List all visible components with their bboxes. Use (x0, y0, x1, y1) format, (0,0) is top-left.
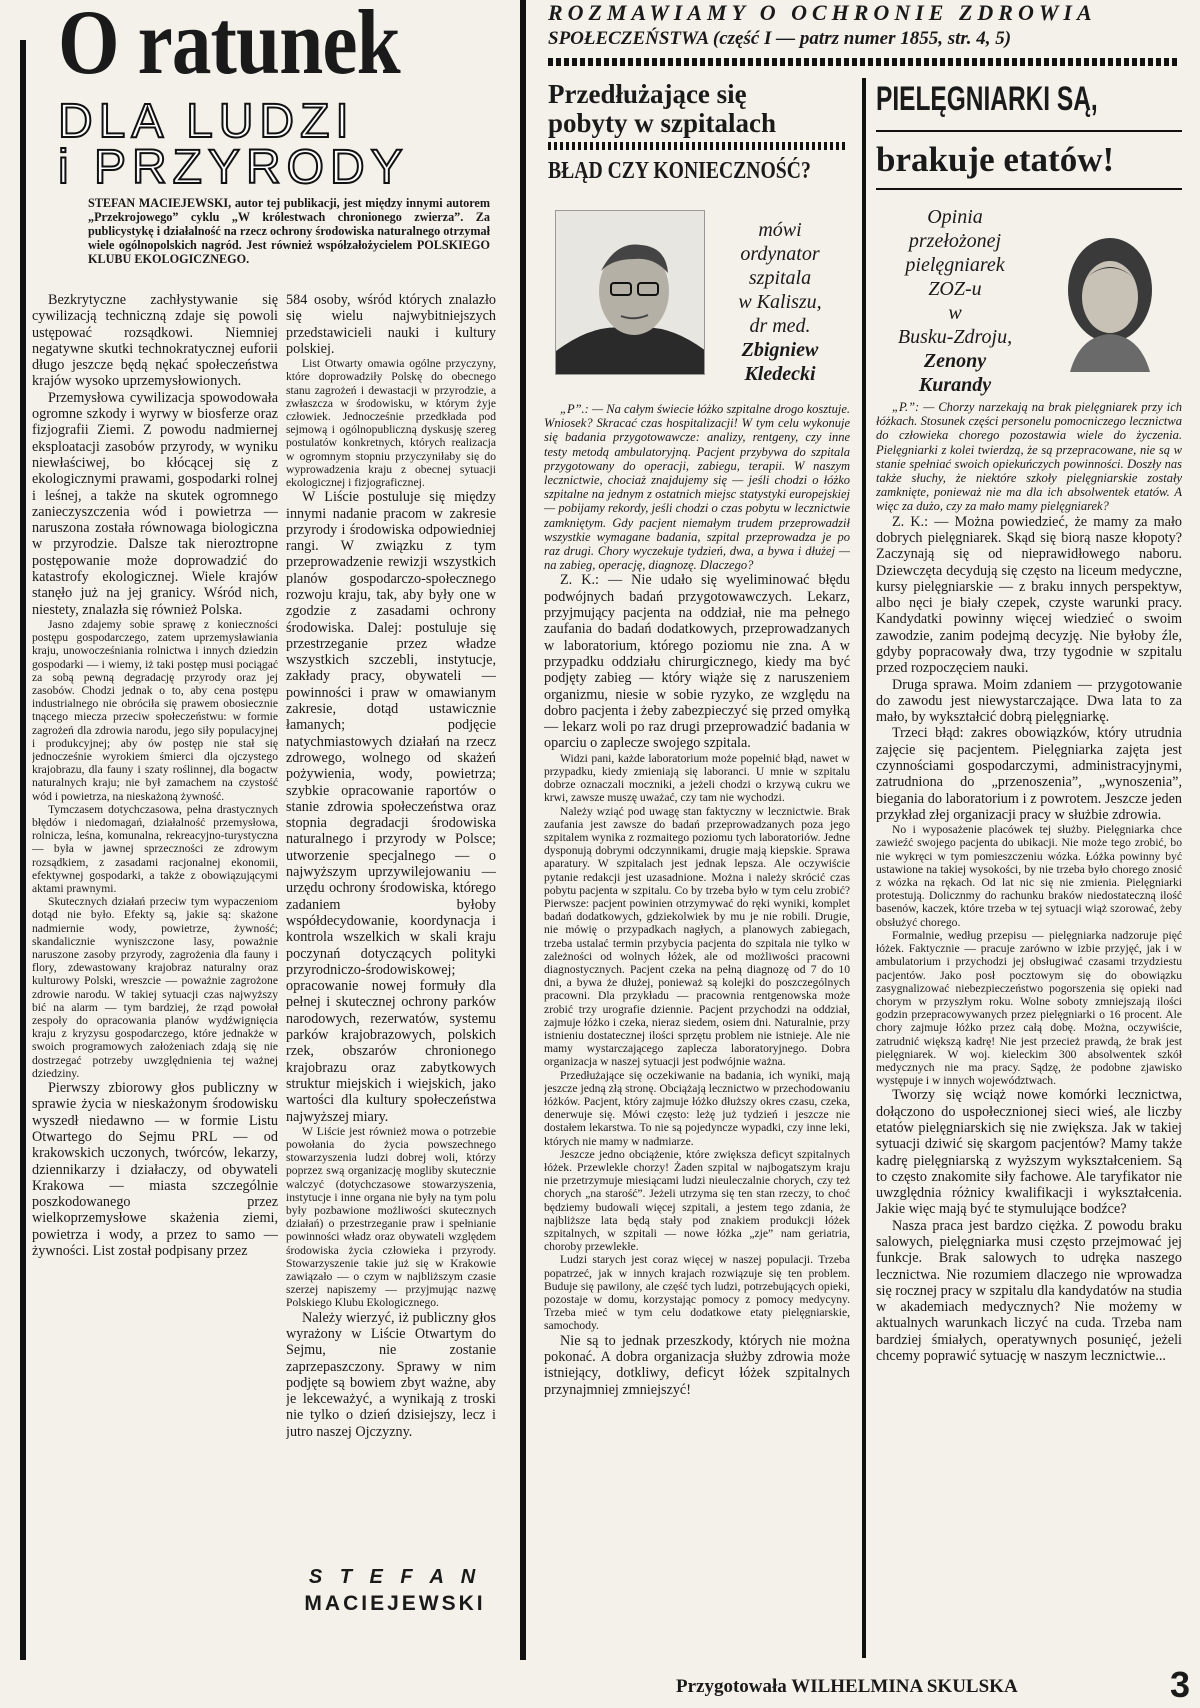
paragraph: Nasza praca jest bardzo ciężka. Z powodu braku salowych, pielęgniarka musi często przejmować jej funkcje. Brak salowych to udręka naszego lecznictwa. Nie rozumiem dlaczego nie wprowadza się rocznej pracy w szpitalu dla kandydatów na studia w akademiach medycznych? Nie możemy w aktualnych warunkach liczyć na cuda. Trzeba nam bardziej śmiałych, operatywnych posunięć, jeżeli chcemy poprawić sytuację w naszym lecznictwie... (876, 1217, 1182, 1365)
caption-line: Kledecki (744, 363, 816, 385)
paragraph: W Liście postuluje się między innymi nadanie pracom w zakresie przyrody i środowiska odpowiedniej rangi. W związku z tym przeprowadzenie rewizji wszystkich planów gospodarczo-społecznego rozwoju kraju, tak, aby były one w zgodzie z zasadami ochrony środowiska. Dalej: postuluje się przestrzeganie przez władze wszystkich szczebli, instytucje, zakłady pracy, obywateli — powinności i praw w omawianym zakresie, dotąd ustawicznie łamanych; podjęcie natychmiastowych działań na rzecz zdrowego, wolnego od skażeń pożywienia, wody, powietrza; szybkie opracowanie raportów o stanie zdrowia społeczeństwa oraz stopnia degradacji środowiska naturalnego i przyrody w Polsce; utworzenie specjalnego — o najwyższym uprzywilejowaniu — urzędu ochrony środowiska, którego zadaniem byłoby współdecydowanie, koordynacja i kontrola wszelkich w skali kraju poczynań dotyczących polityki przyrodniczo-środowiskowej; opracowanie nowej formuły dla pełnej i skutecznej ochrony parków narodowych, rezerwatów, systemu parków krajobrazowych, polskich rzek, obszarów chronionego krajobrazu oraz zabytkowych struktur miejskich i wiejskich, jako wartości dla kultury społeczeństwa najwyższej miary. (286, 489, 496, 1125)
caption-line: mówi (758, 219, 802, 241)
caption-line: Kurandy (918, 374, 992, 396)
article2-subhead: BŁĄD CZY KONIECZNOŚĆ? (548, 158, 811, 184)
series-header-line1: ROZMAWIAMY O OCHRONIE ZDROWIA (548, 0, 1097, 25)
caption-line: dr med. (749, 315, 811, 337)
paragraph: Ludzi starych jest coraz więcej w naszej populacji. Trzeba popatrzeć, jak w innych krajach rozwiązuje się ten problem. Buduje się pawilony, ale część tych ludzi, potrzebujących opieki, pozostaje w domu, korzystając pomocy z pomocy medycyny. Trzeba mieć w tym celu dodatkowe etaty pielęgniarskie, samochody. (544, 1253, 850, 1333)
page-number: 3 (1169, 1664, 1190, 1705)
article-lead: STEFAN MACIEJEWSKI, autor tej publikacji, jest między innymi autorem „Przekrojowego” cyklu „W królestwach chronionego zwierza”. Za publicystykę i działalność na rzecz ochrony środowiska naturalnego otrzymał wiele ogólnopolskich nagród. Jest również współzałożycielem POLSKIEGO KLUBU EKOLOGICZNEGO. (88, 196, 490, 266)
paragraph: Należy wierzyć, iż publiczny głos wyrażony w Liście Otwartym do Sejmu, nie zostanie zaprzepaszczony. Sprawy w nim podjęte są bowiem zbyt ważne, aby je lekceważyć, a wynikają z troski nie tylko o dzień dzisiejszy, lecz i jutro naszej Ojczyzny. (286, 1309, 496, 1440)
article3-body (876, 400, 1182, 1655)
paragraph: Jeszcze jedno obciążenie, które zwiększa deficyt szpitalnych łóżek. Przewlekle chorzy! Żaden szpital w najbogatszym kraju nie przetrzymuje miesiącami ludzi nieuleczalnie chorych, czy też chorych „na starość”. Jeżeli utrzyma się ten stan rzeczy, to choć będziemy budowali więcej szpitali, a jestem tego zdania, że najbliższe lata będą stały pod znakiem produkcji łóżek szpitalnych, w szpitali — nowe łóżka „zje” nam geriatria, choroby przewlekłe. (544, 1147, 850, 1254)
center-rule (520, 0, 526, 1660)
question: „P.”: — Chorzy narzekają na brak pielęgniarek przy ich łóżkach. Stosunek części personelu pomocniczego lecznictwa do człowieka chorego pozostawia wiele do życzenia. Pielęgniarki z kolei twierdzą, że są przepracowane, nie są w stanie spełniać swoich opiekuńczych powinności. Doszły nas także słuchy, że niektóre szkoły pielęgniarskie zostały zamknięte, ponieważ nie ma dla ich absolwentek etatów. A więc za dużo, czy za mało mamy pielęgniarek? (876, 400, 1182, 514)
paragraph: Widzi pani, każde laboratorium może popełnić błąd, nawet w przypadku, kiedy zmieniają się laboranci. U mnie w szpitalu dobrze oznaczali moczniki, a jeżeli chodzi o krzywą cukru we krwi, zawsze muszę uważać, czy tam nie wychodzi. (544, 751, 850, 805)
paragraph: Bezkrytyczne zachłystywanie się cywilizacją techniczną zdaje się powoli ustępować rozsądkowi. Niemniej negatywne skutki technokratycznej euforii długo jeszcze będą nękać społeczeństwa krajów wysoko uprzemysłowionych. (32, 292, 278, 390)
caption-line: w (948, 302, 962, 324)
signature-last-name: MACIEJEWSKI (304, 1592, 486, 1615)
article3-rule (876, 188, 1182, 190)
portrait-caption (710, 218, 850, 386)
paragraph: Tymczasem dotychczasowa, pełna drastycznych błędów i niedomagań, działalność przemysłowa, rolnicza, leśna, komunalna, rekreacyjno-turystyczna — była w jawnej sprzeczności ze zdrowym rozsądkiem, z zasadami racjonalnej ekonomii, efektywnej gospodarki, a także z obowiązującymi aktami prawnymi. (32, 802, 278, 895)
caption-line: w Kaliszu, (738, 291, 822, 313)
caption-line: Opinia (927, 206, 983, 228)
paragraph: Trzeci błąd: zakres obowiązków, który utrudnia zajęcie się pacjentem. Pielęgniarka zajęta jest czynnościami gospodarczymi, administracyjnymi, zatrudniona do „przenoszenia”, „wynoszenia”, biegania do laboratorium i z powrotem. Jeszcze jeden przykład złej organizacji pracy w służbie zdrowia. (876, 725, 1182, 823)
caption-line: Busku-Zdroju, (897, 326, 1013, 348)
caption-line: Zbigniew (741, 339, 819, 361)
article2-body (544, 402, 850, 1652)
series-divider (548, 58, 1180, 66)
caption-line: pielęgniarek (905, 254, 1005, 276)
article2-headline-1: Przedłużające się (548, 79, 747, 109)
article2-headline-2: pobyty w szpitalach (548, 108, 777, 138)
author-credit: Przygotowała WILHELMINA SKULSKA (676, 1676, 1018, 1697)
paragraph: Pierwszy zbiorowy głos publiczny w sprawie życia w nieskażonym środowisku wyszedł niedawno — w formie Listu Otwartego do Sejmu PRL — od krakowskich uczonych, twórców, lekarzy, dziennikarzy i działaczy, od obywateli Krakowa — miasta szczególnie poszkodowanego przez wielkoprzemysłowe skażenia ziemi, powietrza i wody, a przez to samo — żywności. List został podpisany przez (32, 1080, 278, 1260)
portrait-photo (1040, 212, 1180, 372)
portrait-photo (555, 210, 705, 375)
article1-column-2 (286, 292, 496, 1560)
paragraph: Należy wziąć pod uwagę stan faktyczny w lecznictwie. Brak zaufania jest zawsze do badań przeprowadzanych poza jego szpitalem wynika z rozmaitego poziomu tych laboratoriów. Jedne dysponują dobrymi odczynnikami, drugie mają kiepskie. Sprawa aparatury. W szpitalach jest jednak lepsza. Ale oczywiście pytanie redakcji jest uzasadnione. Można i należy skrócić czas pobytu pacjenta w szpitalu. Co by trzeba było w tym celu zrobić? Pierwsze: pacjent powinien otrzymywać do ręki wyniki, komplet badań dodatkowych, gdziekolwiek by mu je nie robili. Drugie, nie mówię o przypadkach nagłych, a planowych zabiegach, trzeba ustalać termin przybycia pacjenta do szpitala nie tylko w zależności od wolnych łóżek, ale od możliwości pracowni diagnostycznych. Pacjent czeka na pełną diagnozę od 7 do 10 dni, a bywa że dłużej, ponieważ są kolejki do poszczególnych pracowni. Dla przykładu — pracownia rentgenowska może zrobić trzy urografie dziennie. Pacjent przychodzi na oddział, zajmuje łóżko i czeka, nieraz siedem, osiem dni. Naturalnie, przy istnieniu dostatecznej ilości sprzętu problem nie istnieje. Ale nie mamy wystarczającego zaplecza laboratoryjnego. Dobra organizacja w naszej sytuacji jest podwójnie ważna. (544, 804, 850, 1069)
portrait-caption (880, 205, 1030, 397)
paragraph: Przemysłowa cywilizacja spowodowała ogromne szkody i wyrwy w biosferze oraz fizjografii Ziemi. Z powodu nadmiernej eksploatacji zasobów przyrody, w wyniku niewłaściwej, bo kłócącej się z ekologicznymi prawami, gospodarki rolnej i leśnej, a także na skutek ogromnego zanieczyszczenia wód i powietrza — naruszona została równowaga biologiczna w przyrodzie. Dalsze tak nieroztropne postępowanie może doprowadzić do katastrofy ekologicznej. Wiele krajów stanęło już na jej granicy. Wśród nich, niestety, znalazła się również Polska. (32, 389, 278, 618)
paragraph: Skutecznych działań przeciw tym wypaczeniom dotąd nie było. Efekty są, jakie są: skażone nadmiernie wody, powietrze, żywność; skandalicznie wyniszczone lasy, poważnie naruszone zasoby przyrody, zagrożenia dla fauny i flory, zdewastowany krajobraz naturalny oraz kulturowy Polski, wreszcie — poważnie zagrożone zdrowie narodu. W takiej sytuacji czas najwyższy bić na alarm — tym bardziej, że rząd powołał zespoły do opracowania planów wydźwignięcia kraju z kryzysu gospodarczego, które jednakże w swoich programowych założeniach zdają się nie dostrzegać potrzeby uwzględnienia tej ważnej dziedziny. (32, 895, 278, 1080)
answer: Z. K.: — Nie udało się wyeliminować błędu podwójnych badań przygotowawczych. Lekarz, przyjmujący pacjenta na oddział, nie ma pełnego zaufania do badań dodatkowych, przeprowadzanych w laboratorium, którego poziomu nie zna. A w przypadku oddziału chirurgicznego, kiedy ma być podjęty zabieg — który wiąże się z naruszeniem organizmu, niesie w sobie ryzyko, ze względu na dobro pacjenta i żeby zabezpieczyć się przed omyłką — lekarz woli po raz drugi przeprowadzić badania w oparciu o zaplecze swojego szpitala. (544, 572, 850, 752)
signature-first-name: S T E F A N (308, 1566, 482, 1588)
paragraph: List Otwarty omawia ogólne przyczyny, które doprowadziły Polskę do obecnego stanu zagrożeń i dewastacji w przyrodzie, a zwłaszcza w środowisku, w którym żyje człowiek. Jednocześnie przedkłada pod sejmową i ogólnopubliczną dyskusję szereg postulatów konkretnych, których realizacja w ogromnym stopniu przyczyniłaby się do wyprowadzenia kraju z obecnej sytuacji ekologicznej i fizjograficznej. (286, 357, 496, 490)
article3-rule (876, 130, 1182, 132)
title-sub-2: i PRZYRODY (58, 141, 409, 194)
answer: Z. K.: — Można powiedzieć, że mamy za mało dobrych pielęgniarek. Skąd się biorą nasze kłopoty? Zaczynają się od nieprawidłowego naboru. Dziewczęta decydują się często na liceum medyczne, kursy pielęgniarskie — z braku innych perspektyw, albo nęci je biały czepek, czyste warunki pracy. Kandydatki powinny więcej wiedzieć o swoim zawodzie, zanim podejmą decyzję. Nie byłoby źle, gdyby popracowały dwa, trzy tygodnie w szpitalu przed rozpoczęciem nauki. (876, 513, 1182, 677)
caption-line: ordynator (740, 243, 820, 265)
caption-line: szpitala (748, 267, 812, 289)
paragraph: Przedłużające się oczekiwanie na badania, ich wyniki, mają jeszcze jedną złą stronę. Obciążają lecznictwo w przechodowaniu łóżków. Pacjent, który zajmuje łóżko dłuższy okres czasu, czeka, denerwuje się. Mówi często: leżę już tydzień i jeszcze nie dostałem lekarstwa. To nie są pojedyncze wypadki, czy inne leki, których nie mamy w nadmiarze. (544, 1068, 850, 1148)
paragraph: No i wyposażenie placówek tej służby. Pielęgniarka chce zawieźć swojego pacjenta do ubikacji. Nie może tego zrobić, bo nie wykręci w tym pomieszczeniu wózka. Łóżka powinny być ustawione na takiej wysokości, by nie trzeba było chorego znosić z wózka na rękach. Od lat nic się nie zmienia. Pielęgniarki protestują. Dolicznmy do rachunku braków niedostateczną ilość basenów, kaczek, które trzeba w tej sytuacji wiąż szorować, żeby obsłużyć chorego. (876, 823, 1182, 929)
paragraph: Tworzy się wciąż nowe komórki lecznictwa, dołączono do uspołecznionej sieci wieś, ale liczby etatów pielęgniarskich się nie zwiększa. Jak w takiej sytuacji dziwić się skargom pacjentów? Mamy także kadrę pielęgniarską z wyższym wykształceniem. Są to często znakomite siły fachowe. Ale taryfikator nie uwzględnia różnicy kwalifikacji i wykształcenia. Jakie więc mają być te stymulujące bodźce? (876, 1087, 1182, 1218)
masthead-title (58, 0, 488, 91)
left-rule (20, 40, 26, 1660)
paragraph: Jasno zdajemy sobie sprawę z konieczności postępu gospodarczego, zatem uprzemysławiania kraju, unowocześniania rolnictwa i innych dziedzin gospodarki — i wiemy, iż taki postęp musi pociągać za sobą pewną degradację przyrody oraz jej zasobów. Chodzi jednak o to, aby cena postępu industrialnego nie obróciła się prawem obosiecznie tnącego miecza przeciw społeczeństwu: w formie zagrożeń dla zdrowia narodu, jego siły populacyjnej i produkcyjnej; aby ów postęp nie stał się jednocześnie wyrokiem śmierci dla ojczystego krajobrazu, dla fauny i szaty roślinnej, dla bogactw naturalnych kraju; nie był zamachem na czystość wód i powietrza, na nieskażoną żywność. (32, 617, 278, 803)
paragraph: W Liście jest również mowa o potrzebie powołania do życia powszechnego stowarzyszenia ludzi dobrej woli, którzy poprzez swą organizację mogliby skutecznie walczyć (dotychczasowe stowarzyszenia, instytucje i inne organa nie były na tym polu były pozbawione możliwości skutecznych działań) o przestrzeganie praw i spełnianie powinności władz oraz obywateli względem środowiska życia człowieka i przyrody. Stowarzyszenie takie już się w Krakowie zawiązało — o czym w najbliższym czasie szerzej napiszemy — przyjmując nazwę Polskiego Klubu Ekologicznego. (286, 1124, 496, 1310)
paragraph: Formalnie, według przepisu — pielęgniarka nadzoruje pięć łóżek. Faktycznie — pracuje zarówno w izbie przyjęć, jak i w ambulatorium i przychodzi jej obsługiwać czasami trzydziestu pacjentów. Jako posł pocztowym się do obowiązku zasygnalizować niebezpieczeństwo pogorszenia się opieki nad chorym w przyszłym roku. Wolne soboty zmniejszają ilości godzin przepracowywanych przez pielęgniarki o 16 procent. Ale chory zajmuje łóżko przez całą dobę. Można, oczywiście, zatrudnić większą kadrę! Nie jest przecież prawdą, że brak jest pielęgniarek. W woj. kieleckim 300 absolwentek szkół medycznych nie ma pracy. Sądzę, że podobne zjawisko występuje i w innych województwach. (876, 928, 1182, 1088)
article1-column-1 (32, 292, 278, 1662)
title-sub-1: DLA LUDZI (58, 95, 355, 148)
article2-divider (548, 142, 846, 150)
question: „P”.: — Na całym świecie łóżko szpitalne drogo kosztuje. Wniosek? Skracać czas hospitalizacji! W tym celu wykonuje się badania przygotowawcze: analizy, rentgeny, czy inne testy metodą ambulatoryjną. Pacjent przybywa do szpitala przygotowany do operacji, zabiegu, terapii. W naszym lecznictwie, chociaż znajdujemy się — jeśli chodzi o łóżko szpitalne na jednym z ostatnich miejsc statystyki europejskiej — pobijamy rekordy, jeśli chodzi o czas pobytu w lecznictwie zamkniętym. Gdy pacjent niemałym trudem przeprowadził wszystkie wymagane badania, szpital przeprowadza je po raz drugi. Chory wyczekuje tydzień, dwa, a bywa i dłużej — na zabieg, operację, diagnozę. Dlaczego? (544, 402, 850, 573)
caption-line: przełożonej (908, 230, 1002, 252)
paragraph: 584 osoby, wśród których znalazło się wielu najwybitniejszych przedstawicieli nauki i kultury polskiej. (286, 292, 496, 357)
caption-line: Zenony (923, 350, 987, 372)
right-column-rule (862, 78, 866, 1658)
caption-line: ZOZ-u (928, 278, 982, 300)
article-title: O ratunek (58, 0, 400, 91)
article3-headline-1: PIELĘGNIARKI SĄ, (876, 80, 1098, 118)
paragraph: Druga sprawa. Moim zdaniem — przygotowanie do zawodu jest niewystarczające. Dwa lata to za mało, by wykształcić dobrą pielęgniarkę. (876, 676, 1182, 726)
series-header-line2: SPOŁECZEŃSTWA (część I — patrz numer 1855, str. 4, 5) (548, 28, 1012, 49)
article3-headline-2: brakuje etatów! (876, 140, 1115, 179)
closing-paragraph: Nie są to jednak przeszkody, których nie można pokonać. A dobra organizacja służby zdrowia może istniejący, dotkliwy, deficyt łóżek szpitalnych przynajmniej zmniejszyć! (544, 1332, 850, 1398)
